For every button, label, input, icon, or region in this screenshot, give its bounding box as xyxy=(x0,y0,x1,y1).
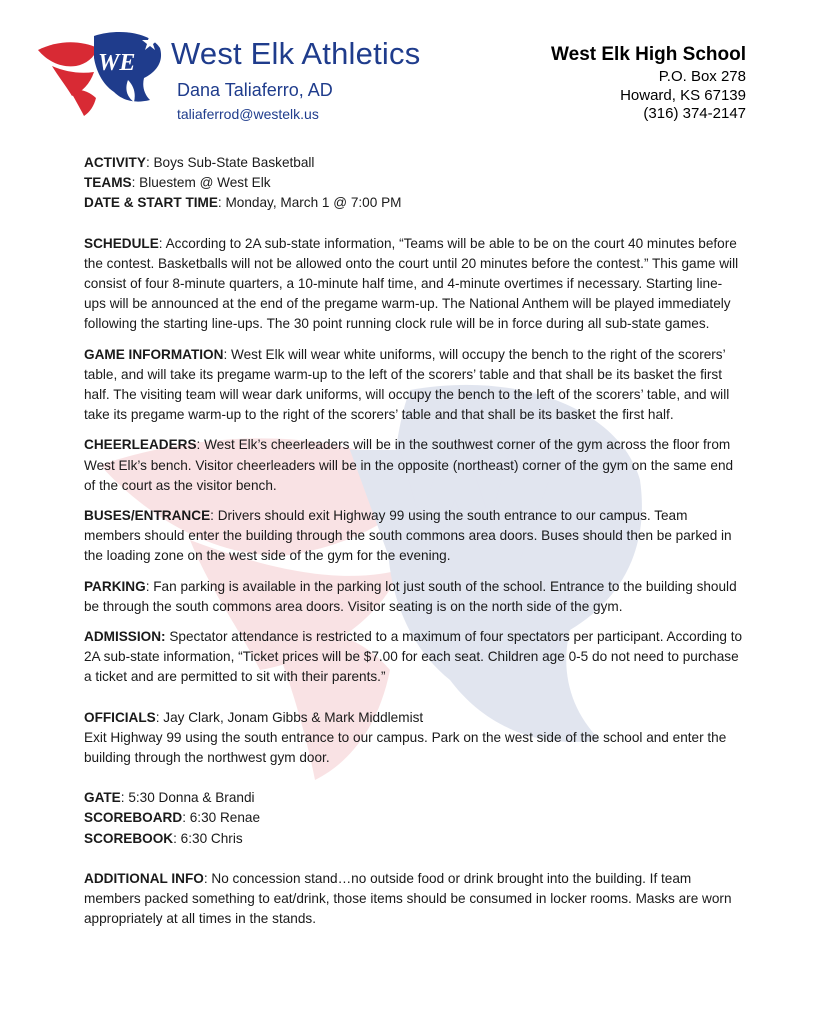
additional-info-paragraph xyxy=(84,869,744,930)
officials-directions: Exit Highway 99 using the south entrance to our campus. Park on the west side of the school and enter the building through the northwest gym door. xyxy=(84,729,727,766)
additional-info-text: : No concession stand…no outside food or drink brought into the building. If team members packed something to eat/drink, those items should be consumed in locker rooms. Masks are worn appropriately at all times in the stands. xyxy=(84,870,732,927)
date-line xyxy=(84,193,744,213)
game-info-text: : West Elk will wear white uniforms, will occupy the bench to the right of the scorers’ table, and will take its pregame warm-up to the left of the scorers’ table and that shall be its basket the first half. The visiting team will wear dark uniforms, will occupy the bench to the left of the scorers’ table, and will take its pregame warm-up to the right of the scorers’ table and that shall be its basket the first half. xyxy=(84,346,730,423)
activity-label: ACTIVITY xyxy=(84,155,146,170)
teams-line xyxy=(84,173,744,193)
ad-name: Dana Taliaferro, AD xyxy=(177,80,333,100)
officials-text: : Jay Clark, Jonam Gibbs & Mark Middlemist xyxy=(155,709,424,725)
ad-email: taliaferrod@westelk.us xyxy=(177,106,319,122)
address-po-box: P.O. Box 278 xyxy=(658,68,746,85)
cheerleaders-paragraph xyxy=(84,435,744,496)
parking-label: PARKING xyxy=(84,578,146,594)
scorebook-label: SCOREBOOK xyxy=(84,830,174,846)
date-label: DATE & START TIME xyxy=(84,195,218,211)
scoreboard-line xyxy=(84,808,744,828)
logo-letters: WE xyxy=(98,50,136,76)
gate-line xyxy=(84,788,744,808)
admission-text: Spectator attendance is restricted to a maximum of four spectators per participant. According to 2A sub-state information, “Ticket prices will be $7.00 for each seat. Children age 0-5 do not need to purchase a ticket and are permitted to sit with their parents.” xyxy=(84,629,743,685)
admission-paragraph xyxy=(84,627,744,688)
school-phone: (316) 374-2147 xyxy=(643,105,746,122)
date-value: : Monday, March 1 @ 7:00 PM xyxy=(217,195,402,211)
game-info-label: GAME INFORMATION xyxy=(84,346,224,362)
logo-red-swoosh xyxy=(38,42,98,66)
buses-text: : Drivers should exit Highway 99 using the south entrance to our campus. Team members should enter the building through the south commons area doors. Buses should then be parked in the loading zone on the west side of the gym for the evening. xyxy=(84,508,732,564)
document-body xyxy=(84,153,744,930)
scorebook-line xyxy=(84,829,744,849)
cheerleaders-text: : West Elk’s cheerleaders will be in the southwest corner of the gym across the floor from West Elk’s bench. Visitor cheerleaders will be in the opposite (northeast) corner of the gym on the same end of the court as the visitor bench. xyxy=(84,437,734,493)
cheerleaders-label: CHEERLEADERS xyxy=(84,437,197,453)
additional-info-label: ADDITIONAL INFO xyxy=(84,870,204,886)
scoreboard-label: SCOREBOARD xyxy=(84,810,183,826)
buses-paragraph xyxy=(84,506,744,567)
scoreboard-text: : 6:30 Renae xyxy=(182,810,261,826)
school-name: West Elk High School xyxy=(551,44,746,65)
scorebook-text: : 6:30 Chris xyxy=(173,830,243,846)
admission-label: ADMISSION: xyxy=(84,629,166,645)
schedule-text: : According to 2A sub-state information, “Teams will be able to be on the court 40 minutes before the contest. Basketballs will not be allowed onto the court until 20 minutes before the contest.” This game will consist of four 8-minute quarters, a 10-minute half time, and 4-minute overtimes if necessary. Starting line-ups will be announced at the end of the pregame warm-up. The National Anthem will be played immediately following the starting line-ups. The 30 point running clock rule will be in force during all sub-state games. xyxy=(84,235,739,332)
gate-text: : 5:30 Donna & Brandi xyxy=(120,790,255,806)
teams-value: : Bluestem @ West Elk xyxy=(131,175,271,191)
schedule-label: SCHEDULE xyxy=(84,235,159,251)
patriot-logo xyxy=(38,28,166,116)
schedule-paragraph xyxy=(84,234,744,335)
officials-line xyxy=(84,708,744,728)
gate-label: GATE xyxy=(84,790,121,806)
activity-value: : Boys Sub-State Basketball xyxy=(145,155,315,170)
game-info-paragraph xyxy=(84,345,744,426)
school-address-block xyxy=(551,44,746,124)
teams-label: TEAMS xyxy=(84,175,132,191)
org-title: West Elk Athletics xyxy=(171,36,421,71)
parking-paragraph xyxy=(84,577,744,617)
officials-label: OFFICIALS xyxy=(84,709,156,725)
activity-line xyxy=(84,153,744,173)
buses-label: BUSES/ENTRANCE xyxy=(84,508,211,524)
address-city: Howard, KS 67139 xyxy=(620,86,746,104)
parking-text: : Fan parking is available in the parking lot just south of the school. Entrance to the building should be through the south commons area doors. Visitor seating is on the north side of the gym. xyxy=(84,578,737,614)
